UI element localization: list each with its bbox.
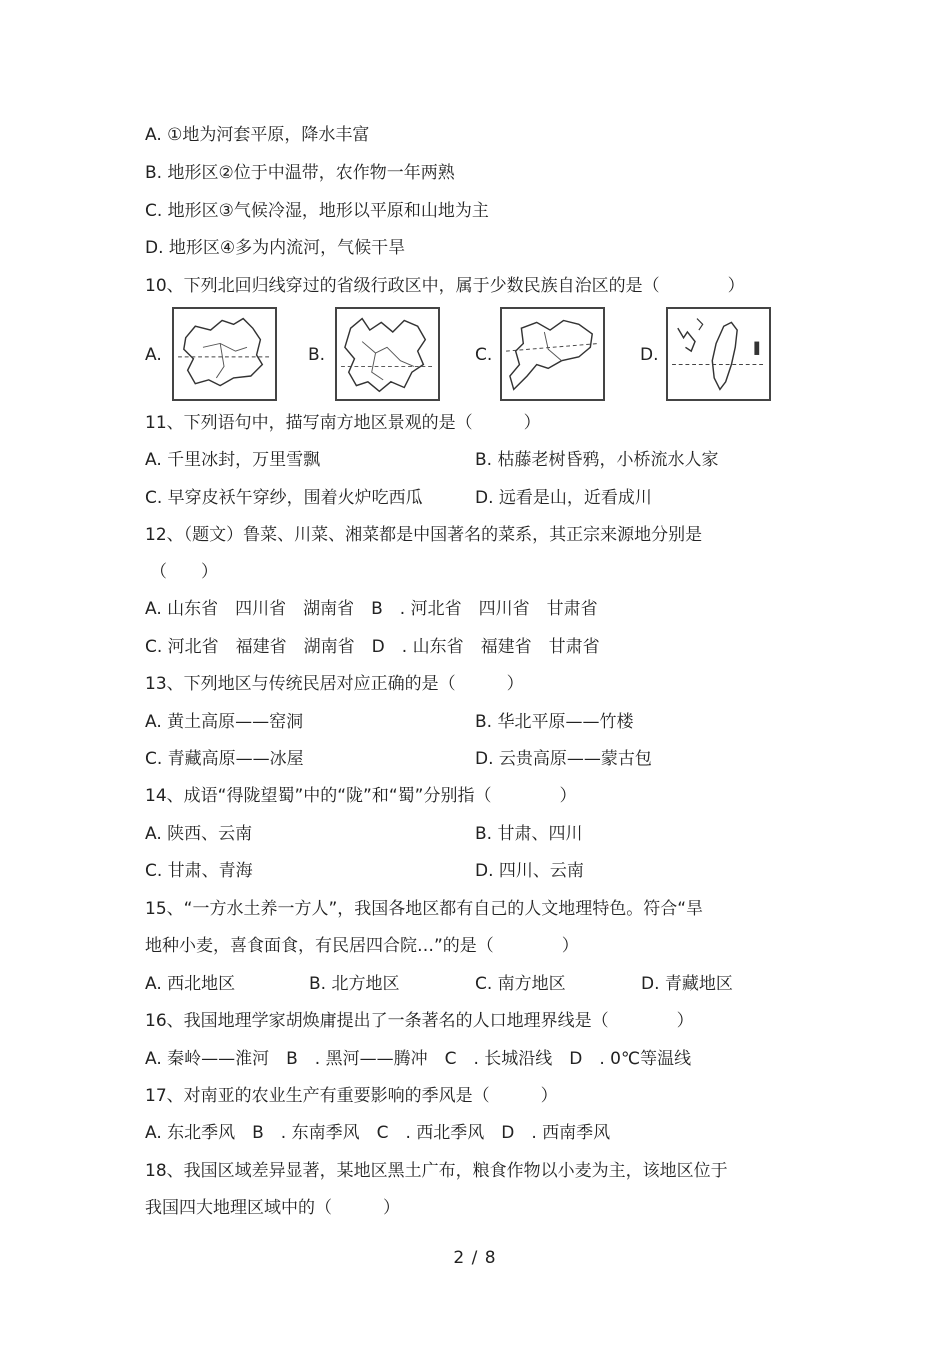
province-outline-map-icon [337, 309, 438, 399]
q10-map-row [0, 305, 950, 405]
q11-option-a: A. 千里冰封，万里雪飘 [145, 450, 321, 470]
q15-option-d: D. 青藏地区 [641, 974, 733, 994]
q15-option-a: A. 西北地区 [145, 974, 236, 994]
q17-options-row: A. 东北季风 B . 东南季风 C . 西北季风 D . 西南季风 [145, 1123, 611, 1143]
q10-map-c [500, 307, 605, 401]
q9-option-c: C. 地形区③气候冷湿，地形以平原和山地为主 [145, 201, 489, 221]
island-outline-map-icon [668, 309, 769, 399]
q18-stem: 18、我国区域差异显著，某地区黑土广布，粮食作物以小麦为主，该地区位于 [145, 1161, 728, 1181]
q13-stem: 13、下列地区与传统民居对应正确的是（ ） [145, 674, 524, 694]
q11-option-c: C. 早穿皮袄午穿纱，围着火炉吃西瓜 [145, 488, 423, 508]
q12-options-row-2: C. 河北省 福建省 湖南省 D . 山东省 福建省 甘肃省 [145, 637, 600, 657]
q10-map-d [666, 307, 771, 401]
q9-option-d: D. 地形区④多为内流河，气候干旱 [145, 238, 406, 258]
q13-option-a: A. 黄土高原——窑洞 [145, 712, 304, 732]
q15-option-c: C. 南方地区 [475, 974, 566, 994]
q14-option-a: A. 陕西、云南 [145, 824, 253, 844]
q15-stem: 15、“一方水土养一方人”，我国各地区都有自己的人文地理特色。符合“旱 [145, 899, 704, 919]
q11-option-d: D. 远看是山，近看成川 [475, 488, 652, 508]
q18-stem-line-2: 我国四大地理区域中的（ ） [145, 1198, 400, 1218]
q15-option-b: B. 北方地区 [309, 974, 400, 994]
q14-option-b: B. 甘肃、四川 [475, 824, 583, 844]
page-number: 2 / 8 [453, 1248, 497, 1268]
q10-map-a [172, 307, 277, 401]
q14-option-c: C. 甘肃、青海 [145, 861, 253, 881]
q11-stem: 11、下列语句中，描写南方地区景观的是（ ） [145, 413, 541, 433]
q10-label-b: B. [308, 345, 326, 365]
q9-option-a: A. ①地为河套平原，降水丰富 [145, 125, 370, 145]
q10-label-c: C. [475, 345, 493, 365]
q17-stem: 17、对南亚的农业生产有重要影响的季风是（ ） [145, 1086, 558, 1106]
q16-stem: 16、我国地理学家胡焕庸提出了一条著名的人口地理界线是（ ） [145, 1011, 694, 1031]
q15-stem-line-2: 地种小麦，喜食面食，有民居四合院…”的是（ ） [145, 936, 579, 956]
q13-option-c: C. 青藏高原——冰屋 [145, 749, 304, 769]
q9-option-b: B. 地形区②位于中温带，农作物一年两熟 [145, 163, 455, 183]
province-outline-map-icon [502, 309, 603, 399]
q13-option-b: B. 华北平原——竹楼 [475, 712, 634, 732]
q16-options-row: A. 秦岭——淮河 B . 黑河——腾冲 C . 长城沿线 D . 0℃等温线 [145, 1049, 692, 1069]
q13-option-d: D. 云贵高原——蒙古包 [475, 749, 652, 769]
province-outline-map-icon [174, 309, 275, 399]
q10-stem: 10、下列北回归线穿过的省级行政区中，属于少数民族自治区的是（ ） [145, 276, 745, 296]
q12-options-row-1: A. 山东省 四川省 湖南省 B . 河北省 四川省 甘肃省 [145, 599, 598, 619]
q10-label-d: D. [640, 345, 659, 365]
q12-stem: 12、（题文）鲁菜、川菜、湘菜都是中国著名的菜系，其正宗来源地分别是 [145, 525, 703, 545]
q12-stem-blank: （ ） [150, 562, 218, 582]
q10-map-b [335, 307, 440, 401]
q10-label-a: A. [145, 345, 162, 365]
q14-option-d: D. 四川、云南 [475, 861, 584, 881]
q14-stem: 14、成语“得陇望蜀”中的“陇”和“蜀”分别指（ ） [145, 786, 577, 806]
q11-option-b: B. 枯藤老树昏鸦，小桥流水人家 [475, 450, 719, 470]
